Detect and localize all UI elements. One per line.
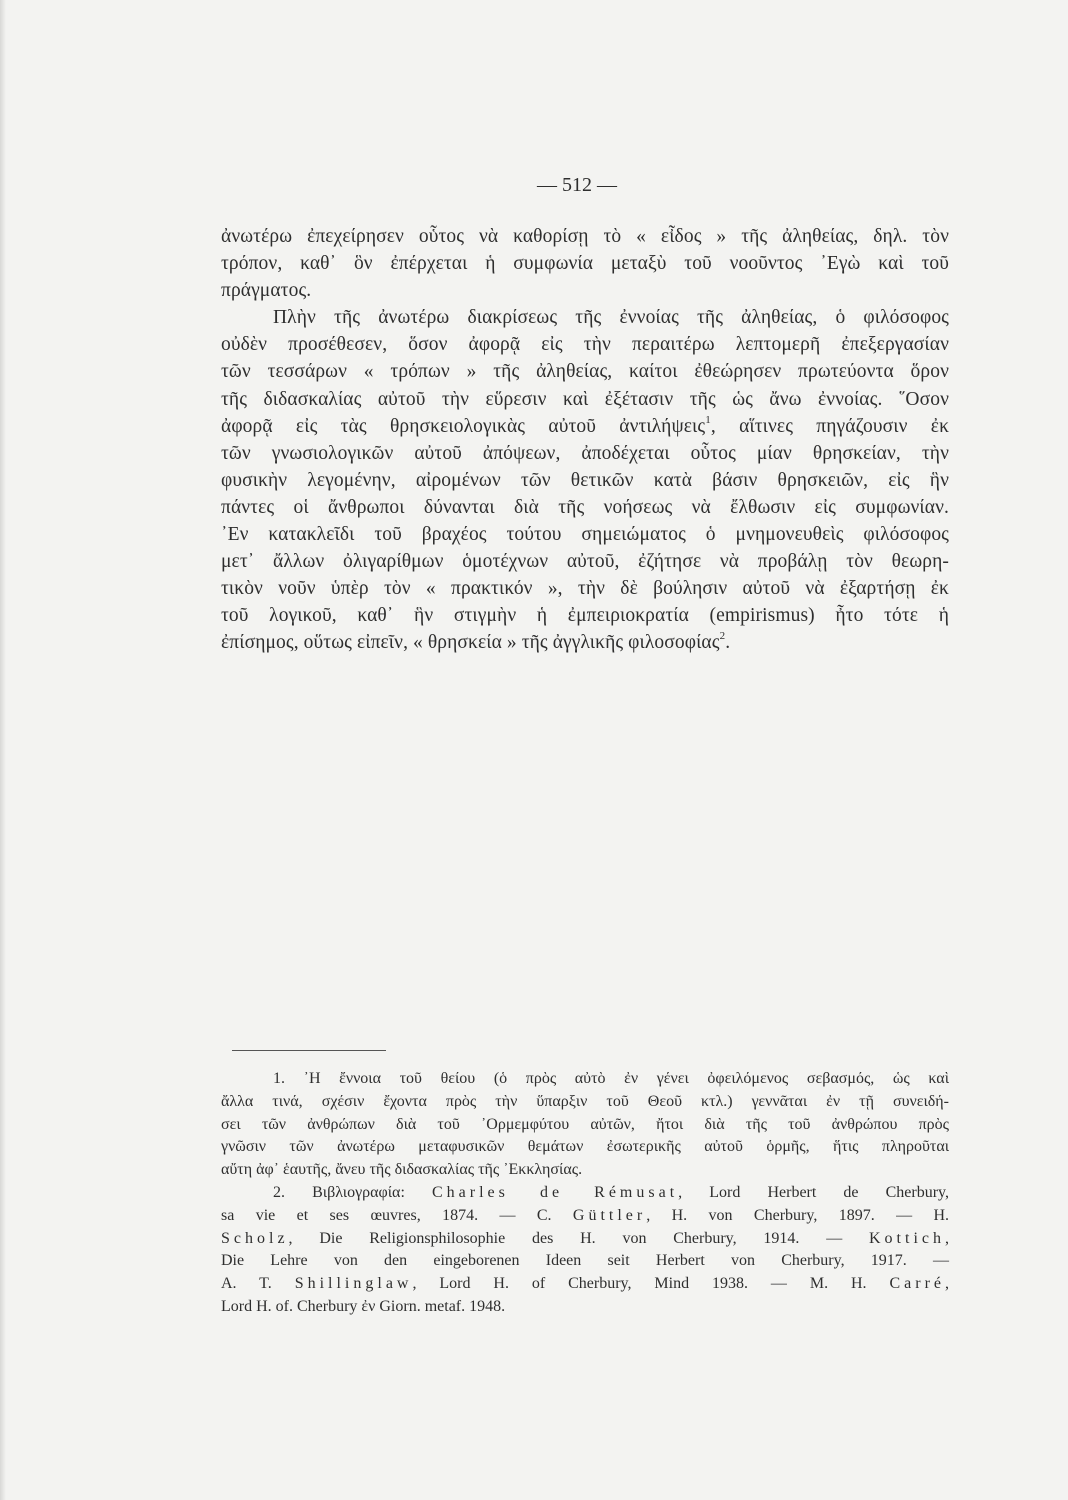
text-line [221, 602, 949, 629]
text-run: τοῦ λογικοῦ, καθ᾽ ἣν στιγμὴν ἡ ἐμπειριοκρατία (empirismus) ἦτο τότε ἡ [221, 605, 949, 627]
text-run: τῆς διδασκαλίας αὐτοῦ τὴν εὕρεσιν καὶ ἐξέτασιν τῆς ὡς ἄνω ἐννοίας. ῞Οσον [221, 388, 949, 410]
spaced-author-name: Scholz [221, 1229, 289, 1247]
text-run: οὐδὲν προσέθεσεν, ὅσον ἀφορᾷ εἰς τὴν περαιτέρω λεπτομερῆ ἐπεξεργασίαν [221, 334, 949, 356]
text-run: ᾽Εν κατακλεῖδι τοῦ βραχέος τούτου σημειώματος ὁ μνημονευθεὶς φιλόσοφος [221, 524, 949, 546]
text-line [221, 386, 949, 413]
text-line [221, 521, 949, 548]
text-line [221, 494, 949, 521]
footnote-line [221, 1114, 949, 1137]
footnote-divider [232, 1050, 386, 1051]
footnote-line [221, 1091, 949, 1114]
footnote-line [221, 1068, 949, 1091]
text-run: τῶν τεσσάρων « τρόπων » τῆς ἀληθείας, καίτοι ἐθεώρησεν πρωτεύοντα ὅρον [221, 361, 949, 383]
spaced-author-name: Carré [889, 1275, 945, 1293]
text-run: , [945, 1275, 949, 1293]
footnote-ref: 1 [705, 413, 711, 426]
text-line [221, 413, 949, 440]
spaced-author-name: Charles de Rémusat [431, 1183, 679, 1201]
text-run: τικὸν νοῦν ὑπὲρ τὸν « πρακτικόν », τὴν δὲ βούλησιν αὐτοῦ νὰ ἐξαρτήσῃ ἐκ [221, 578, 949, 600]
text-run: τῶν γνωσιολογικῶν αὐτοῦ ἀπόψεων, ἀποδέχεται οὗτος μίαν θρησκείαν, τὴν [221, 442, 949, 464]
text-run: αὔτη ἀφ᾽ ἑαυτῆς, ἄνευ τῆς διδασκαλίας τῆς ᾽Εκκλησίας. [221, 1161, 583, 1179]
text-run: ἐπίσημος, οὕτως εἰπεῖν, « θρησκεία » τῆς ἀγγλικῆς φιλοσοφίας [221, 632, 720, 654]
body-text [221, 223, 949, 657]
text-line [221, 440, 949, 467]
footnote-line [221, 1228, 949, 1251]
footnote-ref: 2 [719, 630, 726, 643]
text-line [221, 223, 949, 250]
text-run: ἀφορᾷ εἰς τὰς θρησκειολογικὰς αὐτοῦ ἀντιλήψεις [221, 415, 706, 437]
text-run: , αἵτινες πηγάζουσιν ἐκ [710, 415, 949, 437]
text-line [221, 304, 949, 331]
text-run: sa vie et ses œuvres, 1874. — C. [221, 1206, 573, 1224]
text-run: , H. von Cherbury, 1897. — H. [646, 1206, 950, 1224]
footnote-line [221, 1182, 949, 1205]
text-run: τρόπον, καθ᾽ ὃν ἐπέρχεται ἡ συμφωνία μεταξὺ τοῦ νοοῦντος ᾽Εγὼ καὶ τοῦ [221, 253, 949, 275]
spaced-author-name: Shillinglaw [294, 1275, 413, 1293]
text-line [221, 467, 949, 494]
footnote-line [221, 1205, 949, 1228]
footnote-line [221, 1250, 949, 1273]
spaced-author-name: Kottich [869, 1229, 945, 1247]
page-number: — 512 — [537, 174, 617, 196]
text-run: 1. ᾽Η ἔννοια τοῦ θείου (ὁ πρὸς αὐτὸ ἐν γένει ὀφειλόμενος σεβασμός, ὡς καὶ [273, 1070, 949, 1087]
text-run: ἀνωτέρω ἐπεχείρησεν οὗτος νὰ καθορίσῃ τὸ « εἶδος » τῆς ἀληθείας, δηλ. τὸν [221, 226, 949, 247]
footnote-line [221, 1136, 949, 1159]
text-run: Lord H. of. Cherbury ἐν Giorn. metaf. 1948. [221, 1297, 506, 1315]
text-run: ἄλλα τινά, σχέσιν ἔχοντα πρὸς τὴν ὕπαρξιν τοῦ Θεοῦ κτλ.) γεννᾶται ἐν τῇ συνειδή- [221, 1092, 949, 1110]
scan-edge-shadow [0, 0, 6, 1500]
footnote-line [221, 1159, 949, 1182]
spaced-author-name: Güttler [572, 1206, 647, 1224]
text-run: πράγματος. [221, 280, 312, 302]
footnote-line [221, 1296, 949, 1319]
text-run: A. T. [221, 1275, 295, 1293]
text-line [221, 548, 949, 575]
text-line [221, 277, 949, 304]
text-run: πάντες οἱ ἄνθρωποι δύνανται διὰ τῆς νοήσεως νὰ ἔλθωσιν εἰς συμφωνίαν. [221, 496, 949, 518]
text-run: μετ᾽ ἄλλων ὀλιγαρίθμων ὁμοτέχνων αὐτοῦ, ἐζήτησε νὰ προβάλῃ τὸν θεωρη- [221, 551, 949, 573]
footnote-line [221, 1273, 949, 1296]
text-line [221, 575, 949, 602]
text-run: , Die Religionsphilosophie des H. von Cherbury, 1914. — [288, 1229, 869, 1247]
text-line [221, 331, 949, 358]
text-run: Die Lehre von den eingeborenen Ideen seit Herbert von Cherbury, 1917. — [221, 1252, 949, 1270]
text-run: γνῶσιν τῶν ἀνωτέρω μεταφυσικῶν θεμάτων ἐσωτερικῆς αὐτοῦ ὁρμῆς, ἥτις πληροῦται [221, 1138, 949, 1156]
text-run: . [725, 632, 731, 654]
text-run: , Lord H. of Cherbury, Mind 1938. — M. H. [412, 1275, 890, 1293]
text-run: , Lord Herbert de Cherbury, [678, 1183, 949, 1201]
text-run: φυσικὴν λεγομένην, αἰρομένων τῶν θετικῶν κατὰ βάσιν θρησκειῶν, εἰς ἣν [221, 469, 949, 491]
text-line [221, 358, 949, 385]
text-line [221, 629, 949, 656]
text-run: 2. Βιβλιογραφία: [273, 1183, 432, 1201]
text-run: σει τῶν ἀνθρώπων διὰ τοῦ ᾽Ορμεμφύτου αὐτῶν, ἤτοι διὰ τῆς τοῦ ἀνθρώπου πρὸς [221, 1115, 949, 1133]
text-run: , [945, 1229, 949, 1247]
footnotes [221, 1068, 949, 1319]
text-line [221, 250, 949, 277]
text-run: Πλὴν τῆς ἀνωτέρω διακρίσεως τῆς ἐννοίας τῆς ἀληθείας, ὁ φιλόσοφος [273, 307, 949, 329]
